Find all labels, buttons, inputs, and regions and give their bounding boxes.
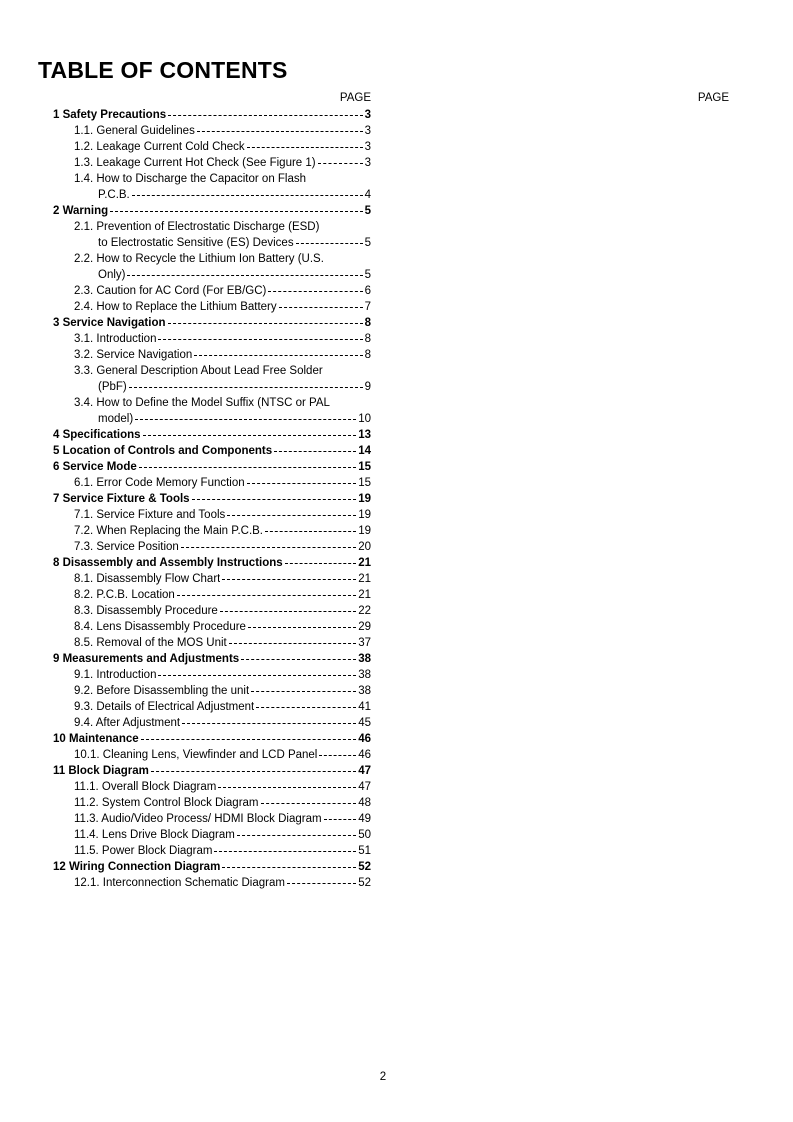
toc-subsection-row[interactable] [0, 843, 793, 859]
toc-subsection-row[interactable] [0, 507, 793, 523]
toc-entry-text: 2 Warning [53, 205, 109, 217]
toc-page-number: 3 [364, 109, 371, 121]
toc-section-row[interactable] [0, 763, 793, 779]
toc-subsection-row[interactable] [0, 875, 793, 891]
toc-subsection-row[interactable] [0, 795, 793, 811]
toc-subsection-row[interactable] [0, 283, 793, 299]
toc-entry-text: 8.1. Disassembly Flow Chart [74, 573, 221, 585]
toc-entry-text: 8 Disassembly and Assembly Instructions [53, 557, 283, 569]
toc-entry-text: 12.1. Interconnection Schematic Diagram [74, 877, 285, 889]
toc-page-number: 50 [358, 829, 371, 841]
toc-subsection-row[interactable] [0, 715, 793, 731]
toc-page-number: 48 [358, 797, 371, 809]
toc-section-row[interactable] [0, 555, 793, 571]
toc-page-number: 15 [358, 477, 371, 489]
toc-section-row[interactable] [0, 315, 793, 331]
toc-entry-text: 10 Maintenance [53, 733, 139, 745]
toc-page-number: 22 [358, 605, 371, 617]
toc-subsection-row[interactable] [0, 219, 793, 235]
toc-entry-text: 7.1. Service Fixture and Tools [74, 509, 226, 521]
toc-entry-text: 3.1. Introduction [74, 333, 157, 345]
page-title: TABLE OF CONTENTS [38, 57, 288, 83]
toc-entry-text: 11.1. Overall Block Diagram [74, 781, 217, 793]
toc-entry-text: 11.5. Power Block Diagram [74, 845, 213, 857]
toc-entry-text: 12 Wiring Connection Diagram [53, 861, 221, 873]
toc-entry-text: 9.2. Before Disassembling the unit [74, 685, 250, 697]
toc-page-number: 9 [364, 381, 371, 393]
toc-page-number: 5 [364, 205, 371, 217]
toc-entry-text: 11.2. System Control Block Diagram [74, 797, 259, 809]
toc-page-number: 38 [358, 685, 371, 697]
toc-entry-text: 7.3. Service Position [74, 541, 179, 553]
toc-page-number: 21 [358, 589, 371, 601]
toc-entry-text: 1.1. General Guidelines [74, 125, 195, 137]
toc-leader-dots [110, 211, 362, 212]
toc-entry-text: 6 Service Mode [53, 461, 137, 473]
toc-entry-text: 1.2. Leakage Current Cold Check [74, 141, 245, 153]
toc-leader-dots [139, 467, 356, 468]
toc-leader-dots [135, 419, 356, 420]
toc-section-row[interactable] [0, 731, 793, 747]
toc-entry-text: 2.2. How to Recycle the Lithium Ion Battery (U.S. [74, 253, 324, 265]
page-column-header-left: PAGE [339, 92, 371, 104]
toc-entry-text: 11.3. Audio/Video Process/ HDMI Block Diagram [74, 813, 322, 825]
toc-section-row[interactable] [0, 427, 793, 443]
toc-page-number: 38 [358, 669, 371, 681]
toc-page-number: 13 [358, 429, 371, 441]
toc-entry-text: 9.4. After Adjustment [74, 717, 181, 729]
toc-leader-dots [141, 739, 357, 740]
toc-page-number: 8 [364, 333, 371, 345]
toc-page-number: 47 [358, 781, 371, 793]
toc-entry-text: to Electrostatic Sensitive (ES) Devices [98, 237, 294, 249]
toc-subsection-row[interactable] [0, 571, 793, 587]
toc-page-number: 19 [358, 493, 371, 505]
page-number: 2 [379, 1071, 387, 1083]
toc-subsection-row[interactable] [0, 171, 793, 187]
toc-entry-text: P.C.B. [98, 189, 130, 201]
toc-entry-text: 9.1. Introduction [74, 669, 157, 681]
toc-entry-text: 8.2. P.C.B. Location [74, 589, 175, 601]
toc-section-row[interactable] [0, 651, 793, 667]
toc-page-number: 6 [364, 285, 371, 297]
toc-subsection-row[interactable] [0, 523, 793, 539]
toc-section-row[interactable] [0, 491, 793, 507]
toc-subsection-row[interactable] [0, 299, 793, 315]
toc-page-number: 47 [358, 765, 371, 777]
toc-entry-text: 5 Location of Controls and Components [53, 445, 273, 457]
toc-subsection-row[interactable] [0, 635, 793, 651]
toc-continuation-row[interactable] [0, 235, 793, 251]
toc-subsection-row[interactable] [0, 747, 793, 763]
toc-subsection-row[interactable] [0, 683, 793, 699]
toc-page-number: 4 [364, 189, 371, 201]
toc-entry-text: 2.3. Caution for AC Cord (For EB/GC) [74, 285, 267, 297]
toc-page-number: 10 [358, 413, 371, 425]
toc-entry-text: 3.4. How to Define the Model Suffix (NTSC or PAL [74, 397, 330, 409]
toc-leader-dots [143, 435, 357, 436]
toc-subsection-row[interactable] [0, 347, 793, 363]
toc-entry-text: 2.4. How to Replace the Lithium Battery [74, 301, 277, 313]
toc-section-row[interactable] [0, 859, 793, 875]
toc-page-number: 46 [358, 733, 371, 745]
toc-page-number: 37 [358, 637, 371, 649]
toc-page-number: 49 [358, 813, 371, 825]
toc-leader-dots [151, 771, 356, 772]
toc-entry-text: 2.1. Prevention of Electrostatic Discharge (ESD) [74, 221, 320, 233]
toc-page-number: 7 [364, 301, 371, 313]
toc-page-number: 14 [358, 445, 371, 457]
toc-continuation-row[interactable] [0, 267, 793, 283]
toc-entry-text: 6.1. Error Code Memory Function [74, 477, 245, 489]
toc-entry-text: (PbF) [98, 381, 127, 393]
toc-section-row[interactable] [0, 459, 793, 475]
toc-subsection-row[interactable] [0, 139, 793, 155]
toc-subsection-row[interactable] [0, 619, 793, 635]
toc-entry-text: 7 Service Fixture & Tools [53, 493, 190, 505]
toc-subsection-row[interactable] [0, 155, 793, 171]
toc-subsection-row[interactable] [0, 603, 793, 619]
toc-section-row[interactable] [0, 107, 793, 123]
toc-subsection-row[interactable] [0, 667, 793, 683]
toc-subsection-row[interactable] [0, 587, 793, 603]
toc-entry-text: 9 Measurements and Adjustments [53, 653, 240, 665]
toc-entry-text: 11 Block Diagram [53, 765, 149, 777]
toc-subsection-row[interactable] [0, 395, 793, 411]
toc-entry-text: 4 Specifications [53, 429, 141, 441]
toc-page-number: 3 [364, 157, 371, 169]
toc-subsection-row[interactable] [0, 539, 793, 555]
toc-page-number: 52 [358, 861, 371, 873]
toc-page-number: 3 [364, 141, 371, 153]
toc-entry-text: 10.1. Cleaning Lens, Viewfinder and LCD Panel [74, 749, 318, 761]
toc-entry-text: 3 Service Navigation [53, 317, 166, 329]
table-of-contents [0, 107, 793, 891]
toc-entry-text: 8.5. Removal of the MOS Unit [74, 637, 227, 649]
toc-continuation-row[interactable] [0, 187, 793, 203]
toc-page-number: 8 [364, 317, 371, 329]
toc-page-number: 15 [358, 461, 371, 473]
toc-subsection-row[interactable] [0, 827, 793, 843]
toc-leader-dots [177, 595, 356, 596]
toc-entry-text: Only) [98, 269, 126, 281]
toc-page-number: 8 [364, 349, 371, 361]
toc-section-row[interactable] [0, 443, 793, 459]
toc-subsection-row[interactable] [0, 251, 793, 267]
toc-subsection-row[interactable] [0, 123, 793, 139]
toc-entry-text: 7.2. When Replacing the Main P.C.B. [74, 525, 264, 537]
toc-subsection-row[interactable] [0, 811, 793, 827]
toc-entry-text: model) [98, 413, 134, 425]
toc-entry-text: 3.2. Service Navigation [74, 349, 193, 361]
toc-leader-dots [181, 547, 356, 548]
toc-entry-text: 1 Safety Precautions [53, 109, 167, 121]
toc-page-number: 5 [364, 269, 371, 281]
toc-page-number: 51 [358, 845, 371, 857]
toc-leader-dots [127, 275, 362, 276]
toc-leader-dots [158, 675, 356, 676]
toc-subsection-row[interactable] [0, 779, 793, 795]
toc-entry-text: 1.4. How to Discharge the Capacitor on Flash [74, 173, 307, 185]
toc-continuation-row[interactable] [0, 379, 793, 395]
toc-entry-text: 8.4. Lens Disassembly Procedure [74, 621, 246, 633]
toc-page-number: 21 [358, 557, 371, 569]
toc-subsection-row[interactable] [0, 331, 793, 347]
toc-page-number: 20 [358, 541, 371, 553]
toc-page-number: 41 [358, 701, 371, 713]
toc-continuation-row[interactable] [0, 411, 793, 427]
toc-section-row[interactable] [0, 203, 793, 219]
toc-leader-dots [132, 195, 363, 196]
toc-page-number: 19 [358, 509, 371, 521]
toc-entry-text: 8.3. Disassembly Procedure [74, 605, 218, 617]
toc-page-number: 21 [358, 573, 371, 585]
page-column-header-right: PAGE [697, 92, 729, 104]
toc-entry-text: 11.4. Lens Drive Block Diagram [74, 829, 235, 841]
toc-subsection-row[interactable] [0, 475, 793, 491]
toc-page-number: 46 [358, 749, 371, 761]
toc-page-number: 3 [364, 125, 371, 137]
toc-subsection-row[interactable] [0, 363, 793, 379]
toc-entry-text: 3.3. General Description About Lead Free Solder [74, 365, 323, 377]
toc-page-number: 38 [358, 653, 371, 665]
toc-page-number: 45 [358, 717, 371, 729]
toc-entry-text: 1.3. Leakage Current Hot Check (See Figure 1) [74, 157, 316, 169]
toc-subsection-row[interactable] [0, 699, 793, 715]
toc-page-number: 5 [364, 237, 371, 249]
toc-leader-dots [129, 387, 363, 388]
toc-page-number: 19 [358, 525, 371, 537]
toc-page-number: 52 [358, 877, 371, 889]
toc-page-number: 29 [358, 621, 371, 633]
toc-entry-text: 9.3. Details of Electrical Adjustment [74, 701, 255, 713]
